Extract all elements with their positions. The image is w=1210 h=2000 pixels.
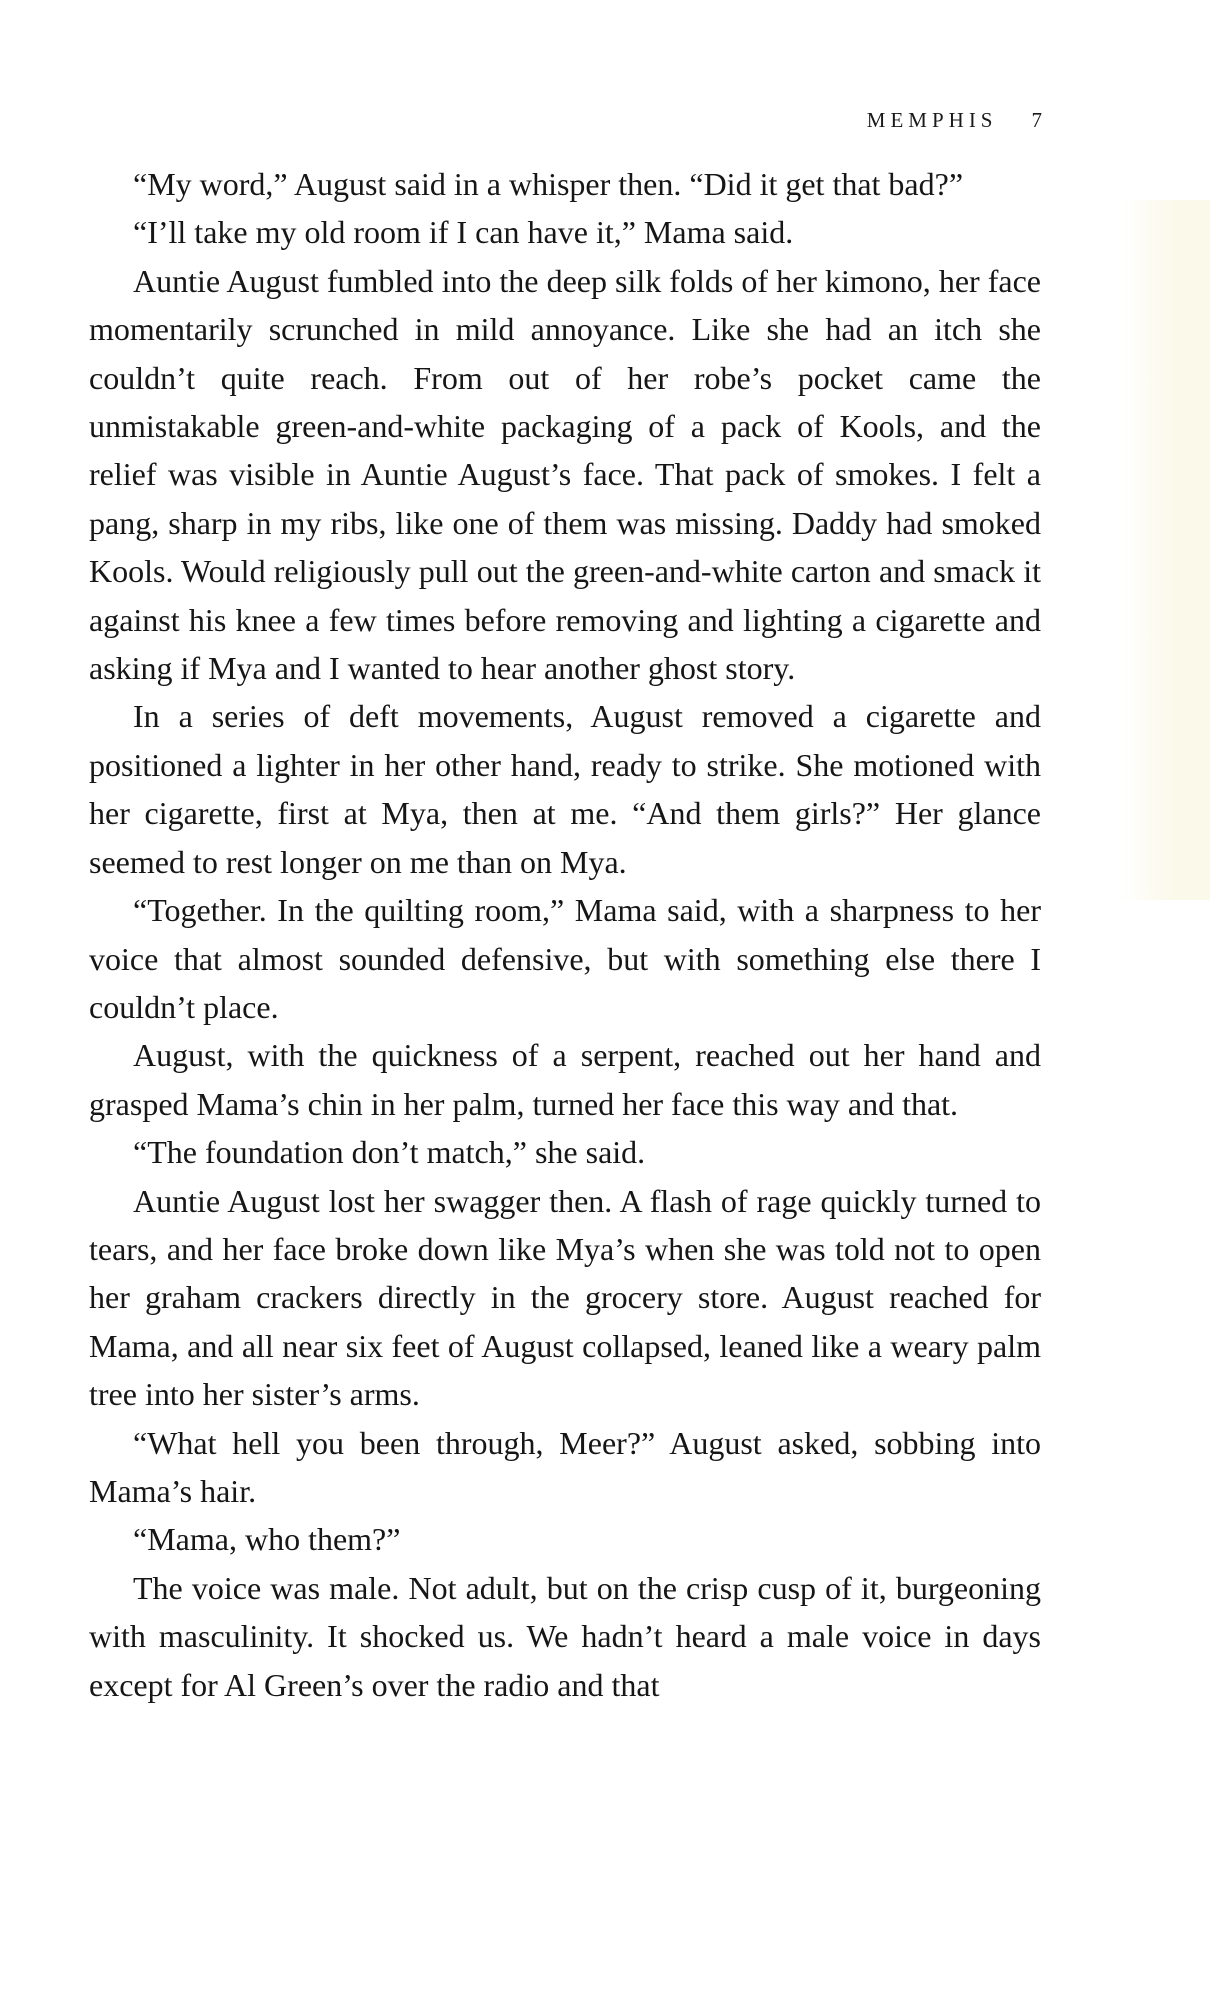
paragraph: Auntie August lost her swagger then. A flash of rage quickly turned to tears, and her face broke down like Mya’s when she was told not to open her graham crackers directly in the grocery store. August reached for Mama, and all near six feet of August collapsed, leaned like a weary palm tree into her sister’s arms. (89, 1182, 1041, 1413)
running-head (867, 108, 1042, 133)
paragraph: The voice was male. Not adult, but on the crisp cusp of it, burgeoning with masculinity. It shocked us. We hadn’t heard a male voice in days except for Al Green’s over the radio and that (89, 1569, 1041, 1703)
paragraph: “What hell you been through, Meer?” August asked, sobbing into Mama’s hair. (89, 1424, 1041, 1509)
paragraph: “Mama, who them?” (133, 1521, 401, 1558)
paragraph: “The foundation don’t match,” she said. (133, 1134, 646, 1171)
page-number: 7 (1031, 108, 1042, 132)
paragraph: “My word,” August said in a whisper then. “Did it get that bad?” (133, 166, 964, 202)
paragraph: “I’ll take my old room if I can have it,” Mama said. (133, 214, 794, 251)
paragraph: “Together. In the quilting room,” Mama said, with a sharpness to her voice that almost sounded defensive, but with something else there I couldn’t place. (89, 892, 1041, 1025)
paragraph: Auntie August fumbled into the deep silk folds of her kimono, her face momentarily scrunched in mild annoyance. Like she had an itch she couldn’t quite reach. From out of her robe’s pocket came the unmistakable green-and-white packaging of a pack of Kools, and the relief was visible in Auntie August’s face. That pack of smokes. I felt a pang, sharp in my ribs, like one of them was missing. Daddy had smoked Kools. Would religiously pull out the green-and-white carton and smack it against his knee a few times before removing and lighting a cigarette and asking if Mya and I wanted to hear another ghost story. (89, 262, 1041, 687)
page-edge-shading (1120, 200, 1210, 900)
body-text (89, 160, 1041, 1709)
paragraph: In a series of deft movements, August removed a cigarette and positioned a lighter in her other hand, ready to strike. She motioned with her cigarette, first at Mya, then at me. “And them girls?” Her glance seemed to rest longer on me than on Mya. (89, 698, 1041, 880)
paragraph: August, with the quickness of a serpent, reached out her hand and grasped Mama’s chin in her palm, turned her face this way and that. (89, 1037, 1041, 1122)
section-title: MEMPHIS (866, 108, 998, 132)
